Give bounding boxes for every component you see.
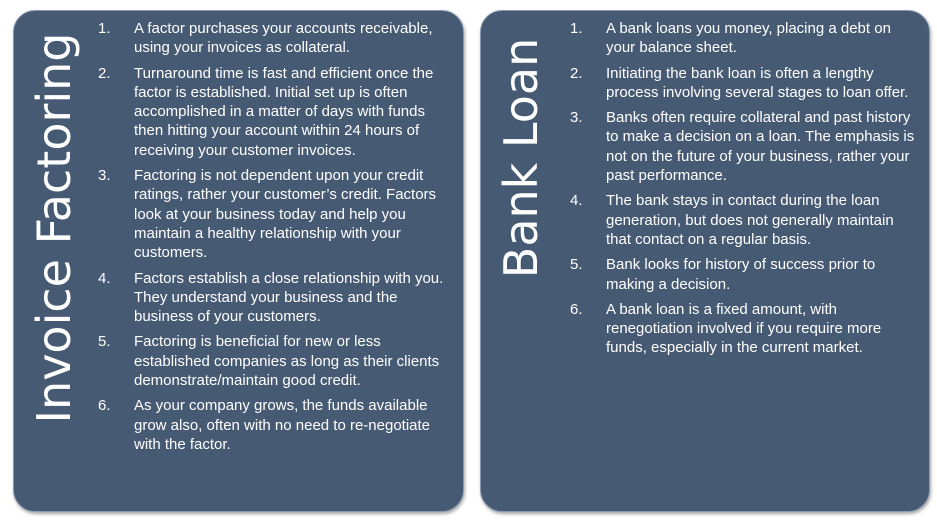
list-item	[570, 191, 920, 249]
item-number: 3.	[98, 167, 111, 185]
item-number: 2.	[570, 64, 583, 82]
item-number: 1.	[570, 20, 583, 37]
list-item	[98, 19, 456, 58]
item-text: A bank loan is a fixed amount, with renegotiation involved if you require more funds, especially in the current market.	[606, 300, 882, 357]
panel-title: Bank Loan	[494, 37, 548, 279]
list-item	[570, 300, 920, 358]
list-item	[570, 108, 920, 185]
item-text: The bank stays in contact during the loan generation, but does not generally maintain that contact on a regular basis.	[606, 192, 894, 248]
item-number: 6.	[570, 300, 583, 318]
item-number: 5.	[98, 333, 111, 351]
item-number: 1.	[98, 20, 111, 37]
bank-loan-panel	[480, 10, 930, 512]
list-item	[98, 269, 456, 327]
item-text: Turnaround time is fast and efficient once the factor is established. Initial set up is often accomplished in a matter of days with funds then hitting your account within 24 hours of receiving your customer invoices.	[134, 64, 434, 159]
item-text: Factors establish a close relationship with you. They understand your business and the business of your customers.	[134, 269, 444, 326]
item-number: 2.	[98, 64, 111, 82]
item-text: Initiating the bank loan is often a lengthy process involving several stages to loan offer.	[606, 64, 909, 101]
item-number: 4.	[570, 192, 583, 210]
list-item	[570, 64, 920, 103]
list-item	[98, 166, 456, 262]
list-item	[98, 396, 456, 454]
item-text: As your company grows, the funds available grow also, often with no need to re-negotiate with the factor.	[134, 397, 431, 453]
item-text: A factor purchases your accounts receivable, using your invoices as collateral.	[134, 20, 433, 57]
list-item	[98, 64, 456, 160]
invoice-factoring-list	[98, 19, 456, 460]
item-text: Banks often require collateral and past history to make a decision on a loan. The emphasis is not on the future of your business, rather your past performance.	[606, 109, 915, 185]
item-text: A bank loans you money, placing a debt on your balance sheet.	[606, 20, 891, 57]
bank-loan-list	[570, 19, 920, 364]
list-item	[98, 332, 456, 390]
item-number: 4.	[98, 269, 111, 287]
item-text: Factoring is not dependent upon your credit ratings, rather your customer’s credit. Factors look at your business today and help you maintain a healthy relationship with your customers.	[134, 167, 437, 262]
invoice-factoring-panel	[13, 10, 464, 512]
item-number: 6.	[98, 397, 111, 415]
item-text: Factoring is beneficial for new or less established companies as long as their clients demonstrate/maintain good credit.	[134, 333, 440, 390]
panel-title: Invoice Factoring	[27, 32, 81, 424]
list-item	[570, 255, 920, 294]
item-number: 3.	[570, 109, 583, 127]
item-number: 5.	[570, 256, 583, 274]
item-text: Bank looks for history of success prior to making a decision.	[606, 256, 876, 293]
list-item	[570, 19, 920, 58]
